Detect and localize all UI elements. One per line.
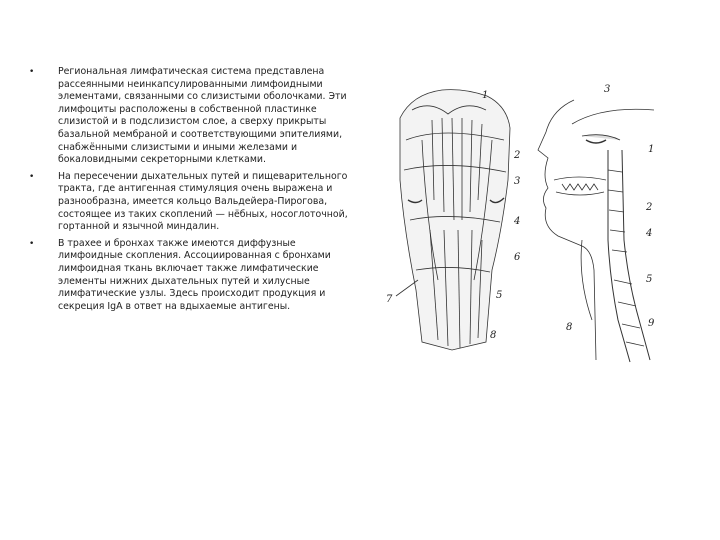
figure-label: 4 [514, 216, 521, 227]
figure-label: 5 [646, 274, 653, 285]
figure-label: 3 [604, 84, 611, 95]
figure-label: 7 [386, 294, 393, 305]
bullet-text: В трахее и бронхах также имеются диффузные лимфоидные скопления. Ассоциированная с бронхами лимфоидная ткань включает также лимфатические элементы нижних дыхательных путей и хилусные лимфатические узлы. Здесь происходит продукция и секреция IgA в ответ на вдыхаемые антигены. [58, 237, 331, 312]
figure-label: 2 [514, 150, 521, 161]
bullet-item [28, 66, 348, 167]
figure-label: 1 [648, 144, 655, 155]
figure-label: 8 [490, 330, 497, 341]
figure-label: 6 [514, 252, 521, 263]
pharynx-drawing [382, 80, 662, 370]
figure-label: 3 [514, 176, 521, 187]
right-figure-labels [566, 84, 655, 333]
figure-label: 9 [648, 318, 655, 329]
bullet-text: На пересечении дыхательных путей и пищеварительного тракта, где антигенная стимуляция очень выражена и разнообразна, имеется кольцо Вальдейера-Пирогова, состоящее из таких скоплений — нёбных, носоглоточной, гортанной и язычной миндалин. [58, 170, 348, 233]
figure-label: 4 [646, 228, 653, 239]
bullet-icon: • [29, 238, 35, 249]
figure-label: 8 [566, 322, 573, 333]
figure-label: 5 [496, 290, 503, 301]
bullet-icon: • [29, 67, 35, 77]
pharynx-posterior-view [396, 90, 510, 350]
figure-label: 2 [646, 202, 653, 213]
figure-label: 1 [482, 90, 489, 101]
anatomy-illustration [382, 80, 662, 370]
text-column [28, 66, 348, 317]
bullet-text: Региональная лимфатическая система представлена рассеянными неинкапсулированными лимфоидными элементами, связанными со слизистыми оболочками. Эти лимфоциты расположены в собственной пластинке слизистой и в подслизистом слое, а сверху прикрыты базальной мембраной и соответствующими эпителиями, снабжёнными слизистыми и иными железами и бокаловидными секреторными клетками. [58, 66, 347, 166]
bullet-item [28, 238, 348, 314]
head-sagittal-view [538, 100, 654, 362]
bullet-item [28, 171, 348, 234]
bullet-icon: • [29, 171, 35, 182]
bullet-list [28, 66, 348, 313]
